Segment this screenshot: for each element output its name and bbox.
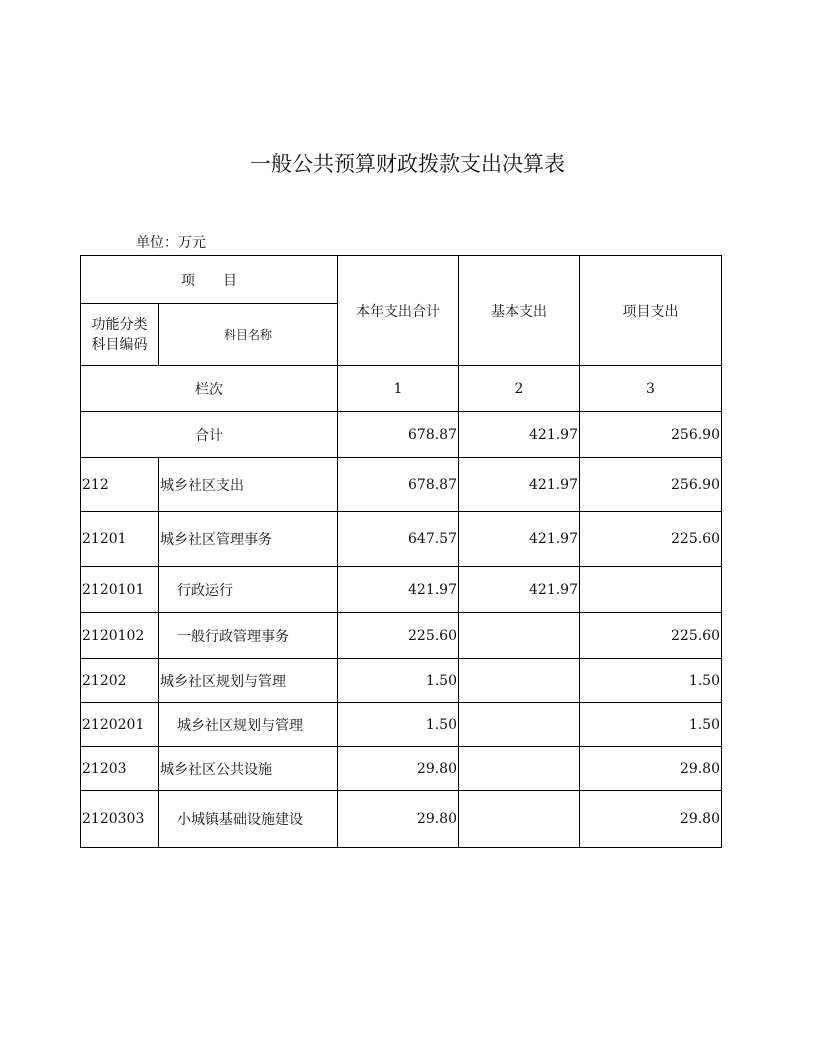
total-basic: 421.97 xyxy=(459,412,580,458)
row-code: 2120101 xyxy=(81,567,159,613)
table-row xyxy=(81,512,722,567)
table-row xyxy=(81,458,722,512)
table-row xyxy=(81,567,722,613)
row-project: 225.60 xyxy=(580,613,722,659)
column-index-1: 1 xyxy=(338,366,459,412)
row-basic: 421.97 xyxy=(459,567,580,613)
row-total: 225.60 xyxy=(338,613,459,659)
total-project: 256.90 xyxy=(580,412,722,458)
table-row xyxy=(81,703,722,747)
row-basic: 421.97 xyxy=(459,458,580,512)
unit-label: 单位：万元 xyxy=(136,235,206,251)
header-total: 本年支出合计 xyxy=(338,256,459,366)
header-subject-name: 科目名称 xyxy=(159,304,338,366)
row-project: 29.80 xyxy=(580,791,722,848)
row-total: 1.50 xyxy=(338,659,459,703)
row-project: 1.50 xyxy=(580,659,722,703)
column-index-2: 2 xyxy=(459,366,580,412)
row-project xyxy=(580,567,722,613)
header-func-code: 功能分类科目编码 xyxy=(81,304,159,366)
total-label: 合计 xyxy=(81,412,338,458)
row-basic xyxy=(459,659,580,703)
row-code: 21201 xyxy=(81,512,159,567)
row-name: 城乡社区支出 xyxy=(159,458,338,512)
row-project: 29.80 xyxy=(580,747,722,791)
row-code: 21203 xyxy=(81,747,159,791)
row-total: 1.50 xyxy=(338,703,459,747)
row-project: 1.50 xyxy=(580,703,722,747)
page-title: 一般公共预算财政拨款支出决算表 xyxy=(250,152,565,176)
table-row xyxy=(81,791,722,848)
total-amount: 678.87 xyxy=(338,412,459,458)
header-project: 项目支出 xyxy=(580,256,722,366)
row-name: 城乡社区管理事务 xyxy=(159,512,338,567)
row-name: 一般行政管理事务 xyxy=(159,613,338,659)
table-row xyxy=(81,613,722,659)
row-basic xyxy=(459,747,580,791)
row-name: 行政运行 xyxy=(159,567,338,613)
table-row xyxy=(81,747,722,791)
row-name: 城乡社区公共设施 xyxy=(159,747,338,791)
column-index-label: 栏次 xyxy=(81,366,338,412)
row-name: 小城镇基础设施建设 xyxy=(159,791,338,848)
row-basic xyxy=(459,791,580,848)
header-item: 项 目 xyxy=(81,256,338,304)
row-code: 212 xyxy=(81,458,159,512)
header-basic: 基本支出 xyxy=(459,256,580,366)
row-code: 2120201 xyxy=(81,703,159,747)
row-total: 29.80 xyxy=(338,791,459,848)
row-code: 2120102 xyxy=(81,613,159,659)
row-total: 421.97 xyxy=(338,567,459,613)
column-index-3: 3 xyxy=(580,366,722,412)
expenditure-table xyxy=(80,255,722,848)
row-basic xyxy=(459,703,580,747)
row-name: 城乡社区规划与管理 xyxy=(159,703,338,747)
row-code: 21202 xyxy=(81,659,159,703)
row-total: 647.57 xyxy=(338,512,459,567)
row-code: 2120303 xyxy=(81,791,159,848)
row-project: 256.90 xyxy=(580,458,722,512)
row-basic xyxy=(459,613,580,659)
row-total: 29.80 xyxy=(338,747,459,791)
row-name: 城乡社区规划与管理 xyxy=(159,659,338,703)
row-total: 678.87 xyxy=(338,458,459,512)
row-project: 225.60 xyxy=(580,512,722,567)
table-row xyxy=(81,659,722,703)
row-basic: 421.97 xyxy=(459,512,580,567)
